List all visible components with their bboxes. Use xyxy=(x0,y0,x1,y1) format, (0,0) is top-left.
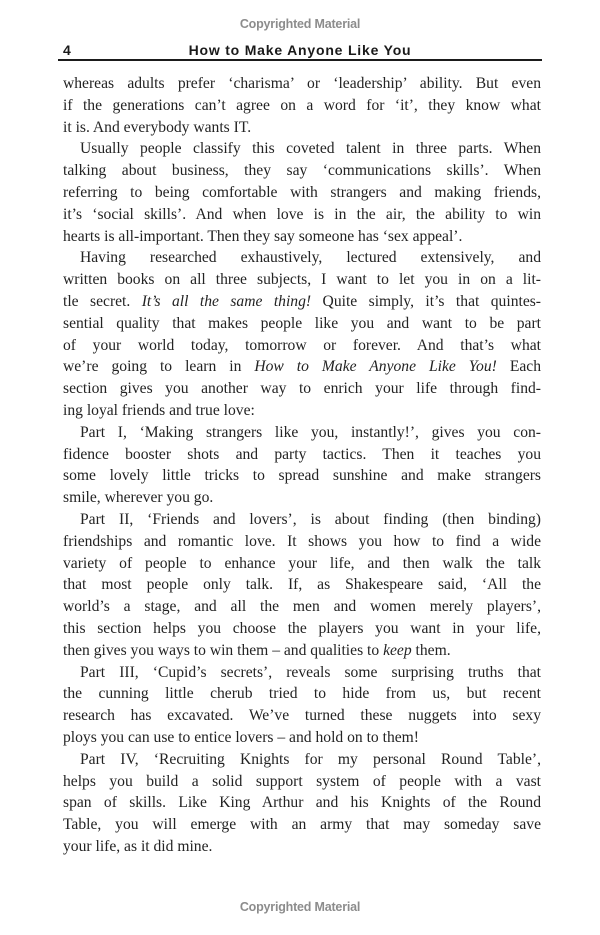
text-line xyxy=(63,247,541,269)
text-line xyxy=(63,313,541,335)
text-line xyxy=(63,182,541,204)
text-segment: it’s ‘social skills’. And when love is in the air, the ability to win xyxy=(63,205,541,223)
text-segment: variety of people to enhance your life, and then walk the talk xyxy=(63,554,541,572)
text-segment: the cunning little cherub tried to hide from us, but recent xyxy=(63,685,541,703)
text-segment: Having researched exhaustively, lectured extensively, and xyxy=(80,249,541,267)
text-segment: Quite simply, it’s that quintes- xyxy=(311,292,542,310)
text-line xyxy=(63,335,541,357)
page-body xyxy=(63,73,541,858)
text-line xyxy=(63,356,541,378)
text-line xyxy=(63,836,541,858)
text-segment: it is. And everybody wants IT. xyxy=(63,118,252,136)
text-segment: world’s a stage, and all the men and women merely players’, xyxy=(63,598,541,616)
text-line xyxy=(63,400,541,422)
text-line xyxy=(63,553,541,575)
text-line xyxy=(63,509,541,531)
text-segment: this section helps you choose the players you want in your life, xyxy=(63,619,541,637)
text-line xyxy=(63,531,541,553)
text-line xyxy=(63,596,541,618)
text-segment: Part I, ‘Making strangers like you, instantly!’, gives you con- xyxy=(80,423,541,441)
text-line xyxy=(63,814,541,836)
text-segment: your life, as it did mine. xyxy=(63,837,213,855)
copyright-notice-top: Copyrighted Material xyxy=(239,17,361,31)
text-segment: Table, you will emerge with an army that may someday save xyxy=(63,816,541,834)
text-segment: Part II, ‘Friends and lovers’, is about finding (then binding) xyxy=(80,510,541,528)
text-line xyxy=(63,662,541,684)
text-segment: section gives you another way to enrich your life through find- xyxy=(63,380,541,398)
italic-text: It’s all the same thing! xyxy=(141,292,312,310)
text-segment: referring to being comfortable with strangers and making friends, xyxy=(63,183,541,201)
page-number: 4 xyxy=(63,42,71,58)
text-segment: of your world today, tomorrow or forever. And that’s what xyxy=(63,336,541,354)
text-segment: then gives you ways to win them – and qualities to xyxy=(63,641,384,659)
text-segment: whereas adults prefer ‘charisma’ or ‘leadership’ ability. But even xyxy=(63,75,541,92)
text-line xyxy=(63,204,541,226)
text-line xyxy=(63,618,541,640)
text-line xyxy=(63,73,541,95)
text-line xyxy=(63,422,541,444)
text-segment: we’re going to learn in xyxy=(63,358,255,376)
text-segment: sential quality that makes people like you and want to be part xyxy=(63,314,541,332)
running-head-title: How to Make Anyone Like You xyxy=(188,42,412,58)
text-segment: hearts is all-important. Then they say someone has ‘sex appeal’. xyxy=(63,227,463,245)
text-line xyxy=(63,117,541,139)
text-line xyxy=(63,640,541,662)
text-line xyxy=(63,487,541,509)
text-segment: that most people only talk. If, as Shakespeare said, ‘All the xyxy=(63,576,541,594)
text-line xyxy=(63,160,541,182)
copyright-notice-bottom: Copyrighted Material xyxy=(239,900,361,914)
text-segment: Part III, ‘Cupid’s secrets’, reveals some surprising truths that xyxy=(80,663,541,681)
text-line xyxy=(63,727,541,749)
text-segment: helps you build a solid support system of people with a vast xyxy=(63,772,541,790)
text-segment: Usually people classify this coveted talent in three parts. When xyxy=(80,140,541,158)
text-segment: Part IV, ‘Recruiting Knights for my personal Round Table’, xyxy=(80,750,541,768)
text-segment: smile, wherever you go. xyxy=(63,489,214,507)
page-header xyxy=(58,41,542,59)
text-segment: friendships and romantic love. It shows you how to find a wide xyxy=(63,532,541,550)
text-segment: ing loyal friends and true love: xyxy=(63,401,255,419)
text-segment: them. xyxy=(411,641,451,659)
text-line xyxy=(63,574,541,596)
text-segment: Each xyxy=(496,358,541,376)
text-segment: fidence booster shots and party tactics. Then it teaches you xyxy=(63,445,541,463)
text-segment: ploys you can use to entice lovers – and hold on to them! xyxy=(63,728,419,746)
header-rule xyxy=(58,59,542,61)
text-line xyxy=(63,226,541,248)
text-line xyxy=(63,771,541,793)
text-segment: tle secret. xyxy=(63,292,142,310)
text-line xyxy=(63,465,541,487)
text-line xyxy=(63,95,541,117)
text-segment: written books on all three subjects, I want to let you in on a lit- xyxy=(63,271,541,289)
text-segment: span of skills. Like King Arthur and his Knights of the Round xyxy=(63,794,541,812)
text-segment: if the generations can’t agree on a word for ‘it’, they know what xyxy=(63,96,541,114)
text-line xyxy=(63,792,541,814)
italic-text: How to Make Anyone Like You! xyxy=(254,358,497,376)
text-segment: some lovely little tricks to spread sunshine and make strangers xyxy=(63,467,541,485)
text-segment: talking about business, they say ‘communications skills’. When xyxy=(63,162,541,180)
text-line xyxy=(63,291,541,313)
text-line xyxy=(63,269,541,291)
text-line xyxy=(63,683,541,705)
text-line xyxy=(63,378,541,400)
text-line xyxy=(63,444,541,466)
text-line xyxy=(63,705,541,727)
text-line xyxy=(63,749,541,771)
italic-text: keep xyxy=(383,641,412,659)
text-segment: research has excavated. We’ve turned these nuggets into sexy xyxy=(63,707,541,725)
text-line xyxy=(63,138,541,160)
